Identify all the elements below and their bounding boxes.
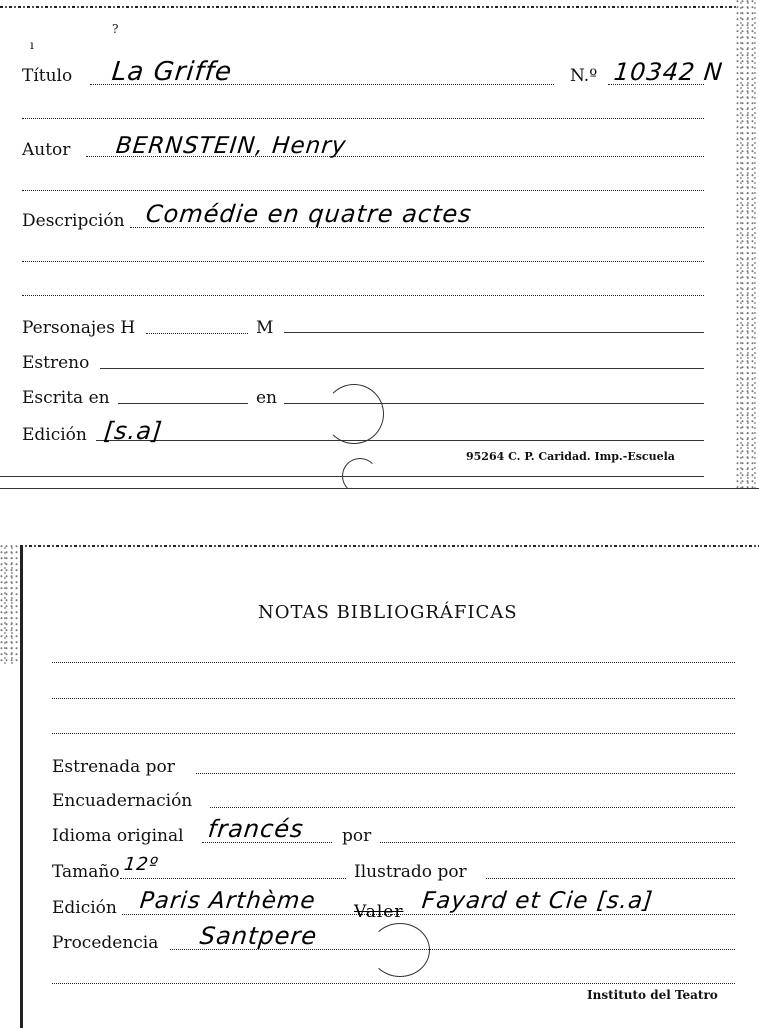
- titulo-label: Título: [22, 66, 73, 86]
- encuadernacion-label: Encuadernación: [52, 791, 193, 811]
- punch-hole: [324, 384, 384, 444]
- personajes-m-line: [284, 332, 704, 333]
- ilustrado-line: [486, 878, 735, 879]
- idioma-label: Idioma original: [52, 826, 184, 846]
- pencil-mark: ?: [112, 22, 119, 36]
- notas-heading: NOTAS BIBLIOGRÁFICAS: [258, 602, 518, 623]
- numero-label: N.º: [570, 66, 598, 86]
- titulo-value: La Griffe: [110, 57, 234, 87]
- edicion-value: [s.a]: [102, 417, 165, 445]
- escrita-label: Escrita en: [22, 388, 110, 408]
- catalog-card-back: [20, 545, 759, 1028]
- blank-line: [22, 190, 704, 191]
- blank-line: [22, 118, 704, 119]
- card-left-edge: [20, 545, 23, 1028]
- idioma-value: francés: [206, 815, 306, 843]
- blank-line: [52, 698, 735, 699]
- edicion-value-1: Paris Arthème: [138, 888, 317, 914]
- estrenada-line: [196, 773, 735, 774]
- estrenada-label: Estrenada por: [52, 757, 175, 777]
- printer-imprint: 95264 C. P. Caridad. Imp.-Escuela: [466, 450, 675, 463]
- escrita-en-label: en: [256, 388, 278, 408]
- estreno-line: [100, 368, 704, 369]
- edicion-value-struck: Valer: [354, 902, 404, 922]
- blank-line: [52, 662, 735, 663]
- catalog-card-front: [0, 0, 736, 490]
- pencil-mark: ı: [30, 38, 34, 52]
- edicion-label: Edición: [52, 898, 117, 918]
- estreno-label: Estreno: [22, 353, 90, 373]
- descripcion-label: Descripción: [22, 211, 125, 231]
- personajes-h-line: [146, 333, 248, 334]
- por-line: [380, 842, 735, 843]
- blank-line: [52, 983, 735, 984]
- ilustrado-label: Ilustrado por: [354, 862, 467, 882]
- por-label: por: [342, 826, 372, 846]
- autor-label: Autor: [22, 140, 71, 160]
- procedencia-value: Santpere: [198, 922, 319, 950]
- institute-footer: Instituto del Teatro: [587, 988, 718, 1002]
- encuadernacion-line: [210, 807, 735, 808]
- descripcion-value: Comédie en quatre actes: [144, 200, 474, 228]
- escrita-line: [118, 403, 248, 404]
- punch-hole: [370, 923, 430, 977]
- card-left-noise: [0, 545, 18, 665]
- procedencia-label: Procedencia: [52, 933, 159, 953]
- personajes-m-label: M: [256, 318, 274, 338]
- card-right-edge: [736, 0, 756, 490]
- tamano-value: 12º: [122, 854, 160, 875]
- blank-line: [22, 295, 704, 296]
- edicion-label: Edición: [22, 425, 87, 445]
- edicion-value-2: Fayard et Cie [s.a]: [420, 888, 655, 914]
- card-top-edge: [20, 545, 759, 547]
- personajes-label: Personajes H: [22, 318, 136, 338]
- autor-value: BERNSTEIN, Henry: [114, 133, 348, 159]
- punch-hole-arc: [342, 458, 378, 494]
- edicion-line: [96, 440, 704, 441]
- tamano-label: Tamaño: [52, 862, 120, 882]
- card-top-edge: [0, 6, 736, 8]
- card-bottom-edge: [0, 488, 759, 489]
- blank-line: [52, 733, 735, 734]
- blank-line: [22, 261, 704, 262]
- numero-value: 10342 N: [612, 58, 725, 86]
